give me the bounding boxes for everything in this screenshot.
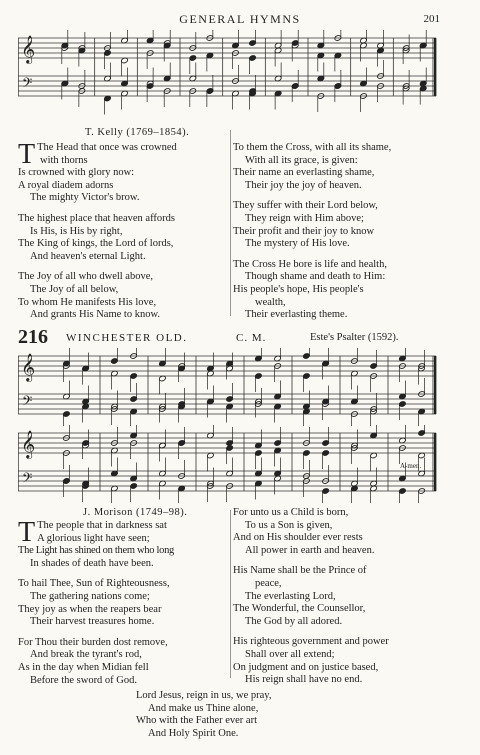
hymn-number: 216	[18, 326, 48, 348]
stanza	[233, 507, 445, 557]
verse-line: The everlasting Lord,	[245, 590, 336, 602]
verse-line: peace,	[255, 577, 282, 589]
author-credit: J. Morison (1749–98).	[83, 507, 188, 518]
verse-line: His Name shall be the Prince of	[233, 565, 367, 577]
stanza	[18, 139, 228, 205]
bass-clef-icon: 𝄢	[22, 75, 33, 94]
verse-line: And make us Thine alone,	[148, 702, 259, 714]
page-number: 201	[423, 13, 440, 25]
verse-line: And heaven's eternal Light.	[30, 250, 146, 262]
treble-clef-icon: 𝄞	[21, 353, 36, 381]
verse-line: To us a Son is given,	[245, 519, 333, 531]
hymn-216-left	[18, 517, 230, 687]
amen-label: A-men.	[400, 462, 422, 470]
music-source: Este's Psalter (1592).	[310, 332, 399, 343]
verse-line: And grants His Name to know.	[30, 309, 160, 321]
treble-clef-icon: 𝄞	[21, 430, 36, 458]
column-divider	[230, 510, 231, 678]
verse-line: The highest place that heaven affords	[18, 212, 175, 224]
column-divider	[230, 130, 231, 316]
verse-line: The Cross He bore is life and health,	[233, 258, 387, 270]
verse-line: The gathering nations come;	[30, 590, 150, 602]
verse-line: Their joy the joy of heaven.	[245, 179, 362, 191]
verse-line: And on His shoulder ever rests	[233, 532, 363, 544]
author-credit: T. Kelly (1769–1854).	[85, 127, 190, 138]
bass-staff	[18, 394, 436, 414]
stanza	[233, 565, 445, 628]
verse-line: On judgment and on justice based,	[233, 661, 379, 673]
hymn-prev-right	[233, 142, 445, 322]
verse-line: The mighty Victor's brow.	[30, 192, 140, 204]
stanza	[233, 636, 445, 686]
verse-line: wealth,	[255, 296, 286, 308]
verse-line: The Light has shined on them who long	[18, 545, 175, 557]
verse-line: The Head that once was crowned	[37, 142, 177, 153]
verse-line: Who with the Father ever art	[136, 715, 257, 727]
stanza	[18, 517, 230, 570]
stanza	[18, 271, 228, 321]
hymn-216-right	[233, 507, 445, 687]
verse-line: The Joy of all below,	[30, 283, 119, 295]
stanza	[233, 200, 445, 250]
verse-line: The God by all adored.	[245, 615, 343, 627]
verse-line: Their harvest treasures home.	[30, 616, 155, 628]
verse-line: The King of kings, the Lord of lords,	[18, 238, 174, 250]
verse-line: They suffer with their Lord below,	[233, 200, 378, 212]
treble-clef-icon: 𝄞	[21, 35, 36, 63]
hymn-meter: C. M.	[236, 332, 267, 344]
verse-line: As in the day when Midian fell	[18, 661, 149, 673]
verse-line: The mystery of His love.	[245, 238, 350, 250]
verse-line: Is crowned with glory now:	[18, 167, 135, 179]
verse-line: They joy as when the reapers bear	[18, 603, 162, 615]
verse-line: His reign shall have no end.	[245, 674, 363, 686]
verse-line: To whom He manifests His love,	[18, 296, 157, 308]
verse-line: Their everlasting theme.	[245, 309, 348, 321]
stanza	[233, 259, 445, 322]
stanza	[233, 142, 445, 192]
drop-cap: T	[18, 517, 36, 548]
music-score-216-system-1	[18, 348, 438, 426]
stanza	[18, 213, 228, 263]
verse-line: The Joy of all who dwell above,	[18, 271, 154, 283]
verse-line: The people that in darkness sat	[37, 520, 167, 531]
verse-line: And Holy Spirit One.	[148, 727, 239, 739]
verse-line: The Wonderful, the Counsellor,	[233, 603, 366, 615]
verse-line: His people's hope, His people's	[233, 283, 364, 295]
verse-line: For Thou their burden dost remove,	[18, 636, 168, 648]
verse-line: Before the sword of God.	[30, 674, 138, 686]
running-header: GENERAL HYMNS	[179, 12, 301, 26]
bass-clef-icon: 𝄢	[22, 393, 33, 412]
hymn-prev-left	[18, 139, 228, 322]
bass-staff	[18, 76, 436, 96]
verse-line: In shades of death have been.	[30, 557, 154, 569]
bass-clef-icon: 𝄢	[22, 470, 33, 489]
verse-line: All power in earth and heaven.	[245, 544, 375, 556]
tune-name: WINCHESTER OLD.	[66, 332, 188, 344]
verse-line: To them the Cross, with all its shame,	[233, 142, 392, 153]
music-score-216-system-2	[18, 425, 438, 503]
verse-line: And break the tyrant's rod,	[30, 649, 142, 661]
verse-line: A glorious light have seen;	[37, 532, 150, 544]
stanza	[18, 578, 230, 628]
verse-line: With all its grace, is given:	[245, 154, 358, 166]
verse-line: A royal diadem adorns	[18, 179, 114, 191]
verse-line: Is His, is His by right,	[30, 225, 123, 237]
verse-line: with thorns	[40, 154, 88, 166]
verse-line: Their name an everlasting shame,	[233, 167, 375, 179]
treble-staff	[18, 38, 436, 58]
stanza	[18, 637, 230, 687]
music-score-top	[18, 30, 438, 122]
hymn-216-final-stanza	[136, 690, 386, 740]
verse-line: Lord Jesus, reign in us, we pray,	[136, 690, 272, 701]
verse-line: His righteous government and power	[233, 636, 389, 648]
verse-line: For unto us a Child is born,	[233, 507, 349, 518]
verse-line: They reign with Him above;	[245, 212, 364, 224]
verse-line: Shall over all extend;	[245, 648, 335, 660]
drop-cap: T	[18, 139, 36, 170]
verse-line: Though shame and death to Him:	[245, 271, 386, 283]
verse-line: To hail Thee, Sun of Righteousness,	[18, 578, 170, 590]
verse-line: Their profit and their joy to know	[233, 225, 375, 237]
